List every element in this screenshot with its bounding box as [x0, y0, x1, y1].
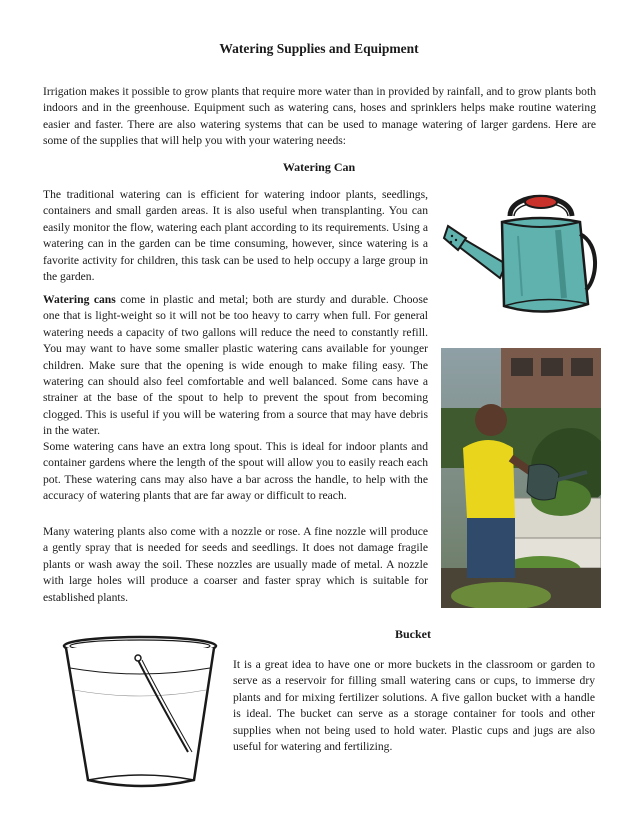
child-watering-plants-photo	[441, 348, 601, 608]
watering-can-paragraph-2-body: come in plastic and metal; both are sturdy and durable. Choose one that is light-weight so it will not be too heavy to carry when full. For general watering needs a capacity of two gallons will reduce the need to constantly refill. You may want to have some smaller plastic watering cans available for younger children. Make sure that the opening is wide enough to make filing easy. The watering can should also feel comfortable and well balanced. Some cans have a strainer at the base of the spout to help to prevent the spout from becoming clogged. This is useful if you will be watering from a source that may have debris in the water.	[43, 293, 428, 438]
watering-cans-lead: Watering cans	[43, 293, 116, 306]
page-title: Watering Supplies and Equipment	[219, 41, 419, 56]
watering-can-heading: Watering Can	[282, 160, 356, 174]
watering-can-paragraph-3: Some watering cans have an extra long spout. This is ideal for indoor plants and container gardens where the length of the spout will allow you to easily reach each pot. These watering cans may also have a bar across the handle, to help with the accuracy of watering plants that are far away or difficult to reach.	[43, 440, 428, 503]
bucket-illustration	[58, 632, 226, 792]
bucket-paragraph: It is a great idea to have one or more buckets in the classroom or garden to serve as a reservoir for filling small watering cans or cups, to immerse dry plants and for mixing fertilizer solutions. A five gallon bucket with a handle is ideal. The bucket can serve as a storage container for tools and other supplies when not being used to hold water. Plastic cups and jugs are also useful for watering and fertilizing.	[233, 658, 595, 754]
watering-can-paragraph-2	[43, 292, 428, 440]
watering-can-illustration	[440, 186, 600, 336]
bucket-heading: Bucket	[395, 627, 431, 641]
watering-can-paragraph-1: The traditional watering can is efficient for watering indoor plants, seedlings, containers and small garden areas. It is also useful when transplanting. You can easily monitor the flow, watering each plant according to its requirements. Using a watering can in the garden can be time consuming, however, since watering is a favorite activity for children, this task can be used to help occupy a large group in the garden.	[43, 188, 428, 284]
watering-can-paragraph-4: Many watering plants also come with a nozzle or rose. A fine nozzle will produce a gently spray that is needed for seeds and seedlings. It does not damage fragile plants or wash away the soil. These nozzles are usually made of metal. A nozzle with large holes will produce a coarser and faster spray which is suitable for established plants.	[43, 525, 428, 604]
intro-paragraph: Irrigation makes it possible to grow plants that require more water than in provided by rainfall, and to grow plants both indoors and in the greenhouse. Equipment such as watering cans, hoses and sprinklers helps make routine watering easier and faster. There are also watering systems that can be used to manage watering of larger gardens. Here are some of the supplies that will help you with your watering needs:	[43, 85, 596, 148]
